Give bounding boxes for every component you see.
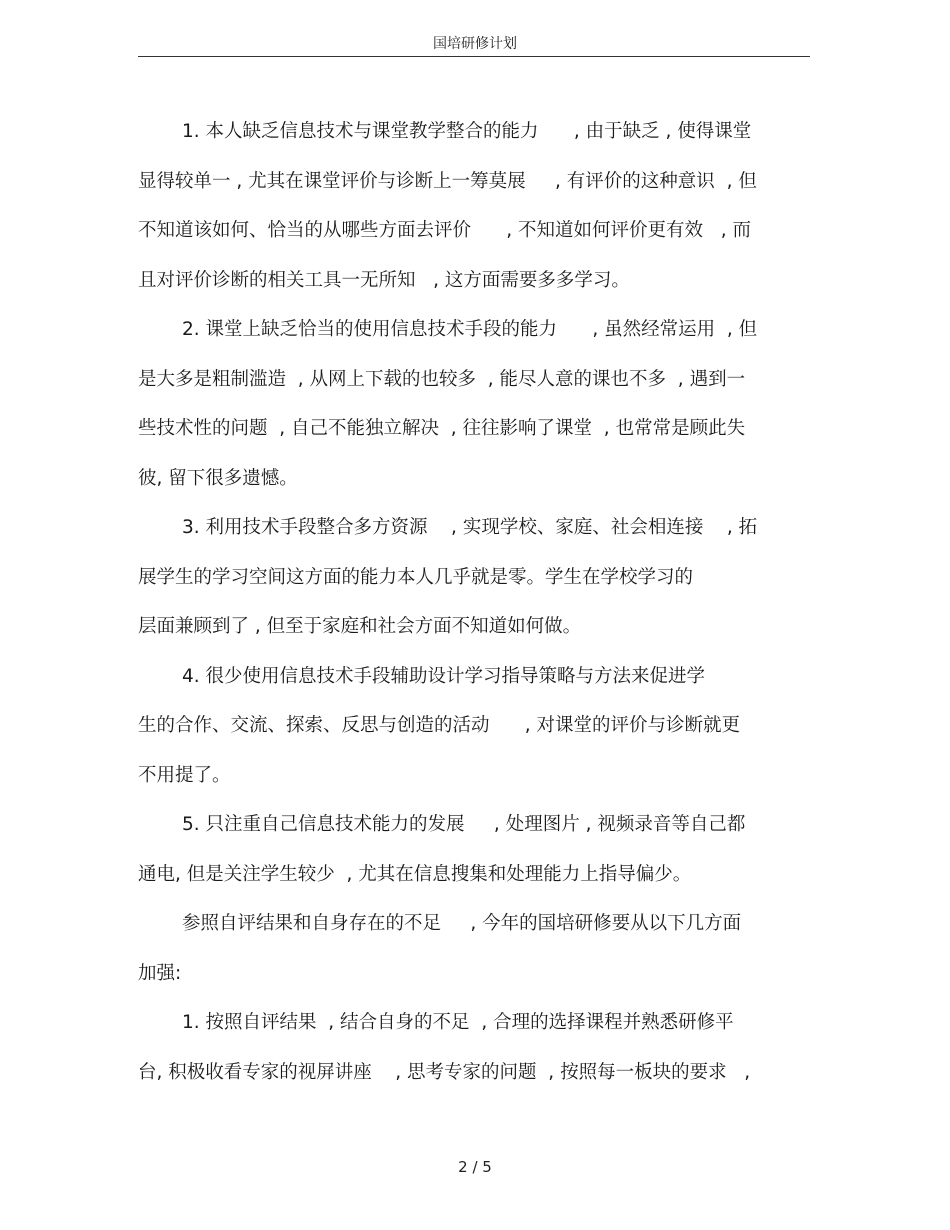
paragraph-line: 是大多是粗制滥造 , 从网上下载的也较多 , 能尽人意的课也不多 , 遇到一: [138, 368, 746, 390]
paragraph-line: 彼, 留下很多遗憾。: [138, 467, 298, 489]
paragraph-line: 且对评价诊断的相关工具一无所知 , 这方面需要多多学习。: [138, 269, 630, 291]
paragraph-first-line: 2. 课堂上缺乏恰当的使用信息技术手段的能力 , 虽然经常运用 , 但: [182, 319, 758, 340]
paragraph-line: 加强:: [138, 962, 182, 984]
paragraph-line: 显得较单一 , 尤其在课堂评价与诊断上一筹莫展 , 有评价的这种意识 , 但: [138, 170, 757, 192]
paragraph-line: 不知道该如何、恰当的从哪些方面去评价 , 不知道如何评价更有效 , 而: [138, 220, 751, 241]
paragraph-first-line: 5. 只注重自己信息技术能力的发展 , 处理图片 , 视频录音等自己都: [182, 814, 746, 835]
paragraph-first-line: 1. 按照自评结果 , 结合自身的不足 , 合理的选择课程并熟悉研修平: [182, 1012, 734, 1033]
paragraph-first-line: 1. 本人缺乏信息技术与课堂教学整合的能力 , 由于缺乏 , 使得课堂: [182, 121, 752, 142]
paragraph-first-line: 3. 利用技术手段整合多方资源 , 实现学校、家庭、社会相连接 , 拓: [182, 517, 758, 538]
page-header-title: 国培研修计划: [433, 36, 517, 52]
paragraph-line: 通电, 但是关注学生较少 , 尤其在信息搜集和处理能力上指导偏少。: [138, 863, 692, 885]
document-body: [138, 107, 810, 1097]
paragraph-line: 展学生的学习空间这方面的能力本人几乎就是零。学生在学校学习的: [138, 566, 694, 588]
paragraph-line: 台, 积极收看专家的视屏讲座 , 思考专家的问题 , 按照每一板块的要求 ,: [138, 1061, 751, 1083]
paragraph-line: 层面兼顾到了 , 但至于家庭和社会方面不知道如何做。: [138, 616, 582, 637]
header-divider: [138, 56, 810, 57]
paragraph-first-line: 4. 很少使用信息技术手段辅助设计学习指导策略与方法来促进学: [182, 665, 706, 687]
paragraph-first-line: 参照自评结果和自身存在的不足 , 今年的国培研修要从以下几方面: [182, 913, 742, 934]
paragraph-line: 生的合作、交流、探索、反思与创造的活动 , 对课堂的评价与诊断就更: [138, 715, 741, 736]
page-number: 2 / 5: [458, 1158, 492, 1176]
paragraph-line: 不用提了。: [138, 764, 231, 786]
paragraph-line: 些技术性的问题 , 自己不能独立解决 , 往往影响了课堂 , 也常常是顾此失: [138, 418, 746, 439]
